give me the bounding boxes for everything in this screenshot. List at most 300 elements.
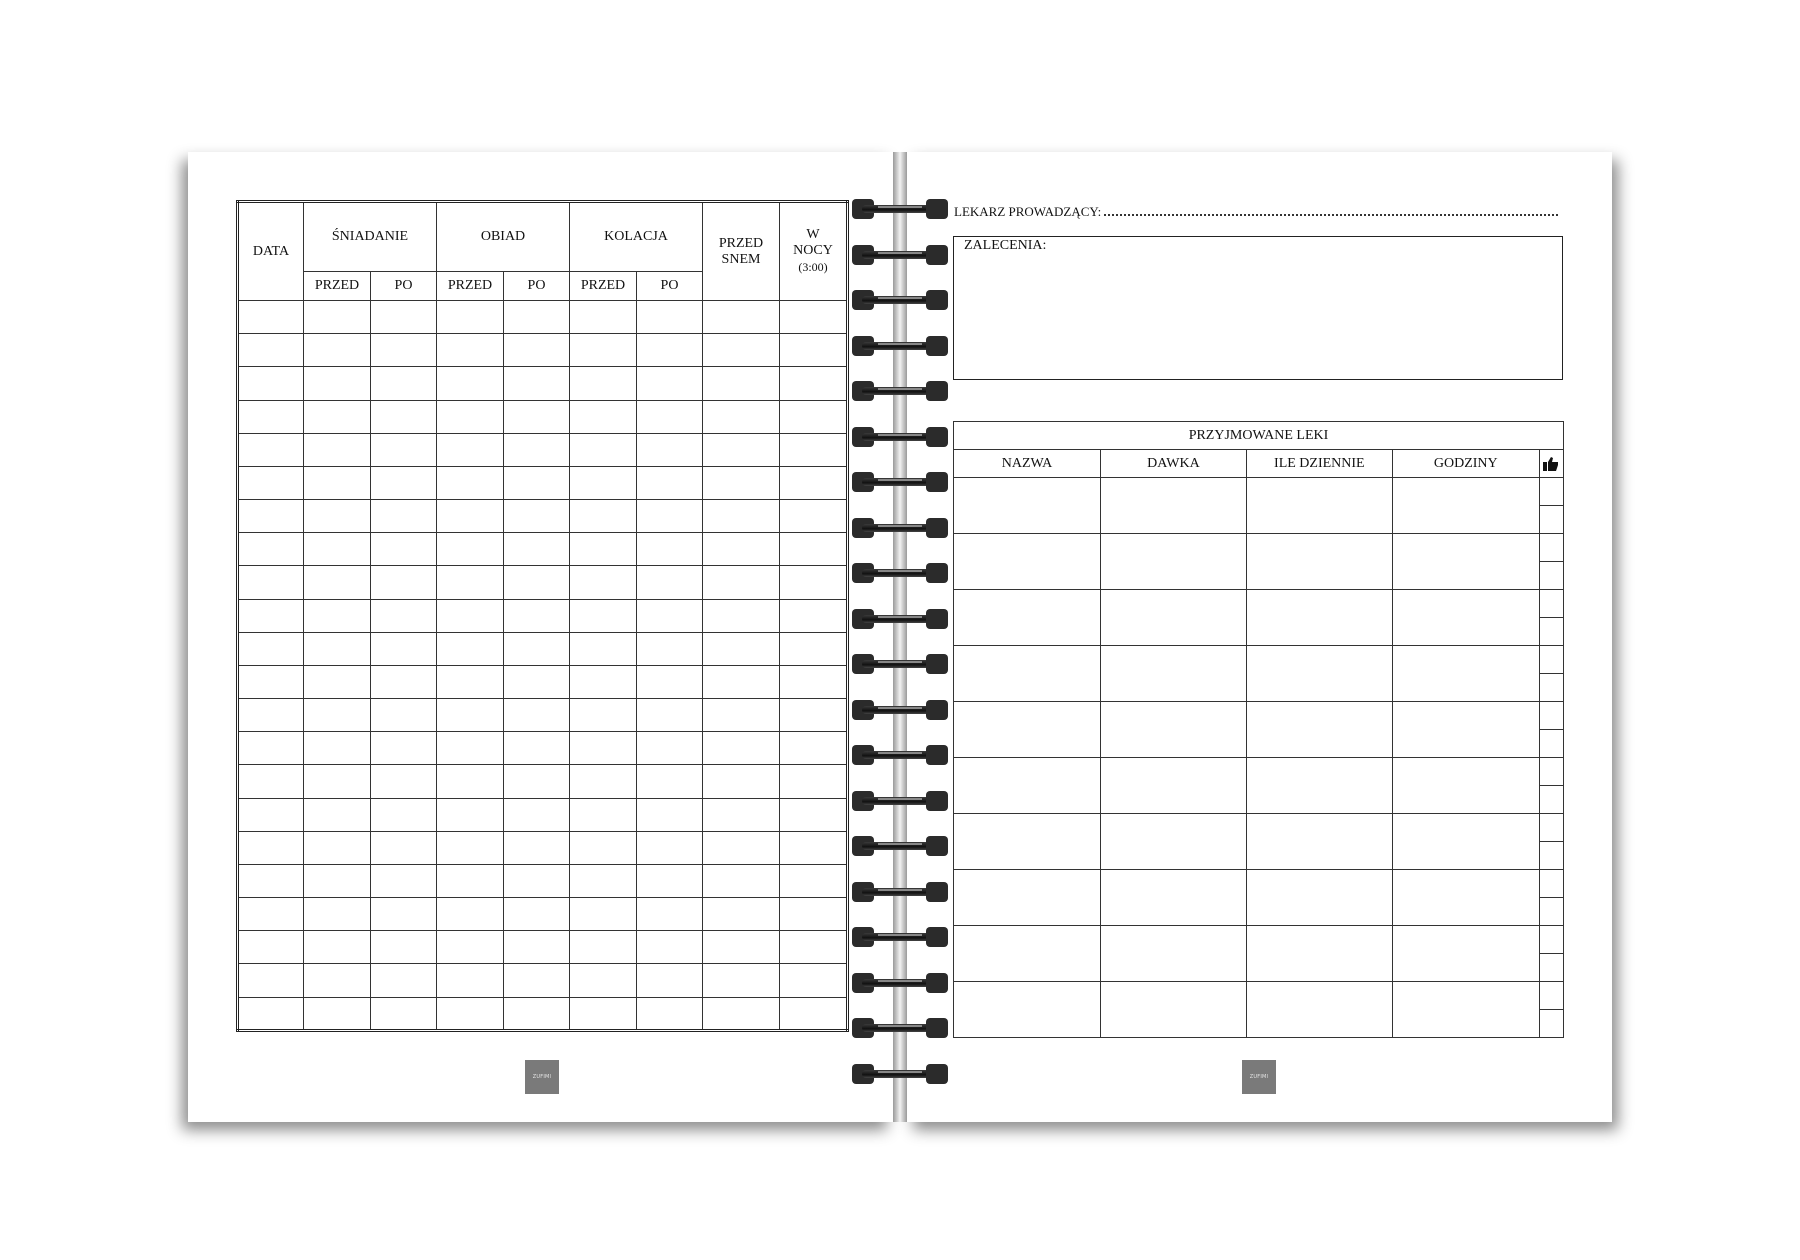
table-cell[interactable] [780, 699, 848, 732]
table-cell[interactable] [780, 665, 848, 698]
header-breakfast-before: PRZED [304, 272, 371, 301]
check-cell[interactable] [1539, 590, 1563, 618]
table-cell[interactable] [954, 814, 1101, 870]
table-cell[interactable] [238, 433, 304, 466]
table-cell[interactable] [703, 400, 780, 433]
spiral-ring-icon [852, 881, 948, 903]
table-cell[interactable] [1392, 646, 1539, 702]
recommendations-box[interactable] [953, 236, 1563, 380]
table-cell[interactable] [504, 500, 570, 533]
table-cell[interactable] [371, 831, 437, 864]
table-cell[interactable] [504, 599, 570, 632]
table-cell[interactable] [504, 765, 570, 798]
table-cell[interactable] [238, 798, 304, 831]
table-cell[interactable] [1246, 926, 1392, 982]
medications-table-title: PRZYJMOWANE LEKI [954, 422, 1564, 450]
table-cell[interactable] [437, 898, 504, 931]
table-cell[interactable] [780, 632, 848, 665]
table-cell[interactable] [954, 478, 1101, 534]
table-cell[interactable] [238, 566, 304, 599]
table-cell[interactable] [371, 400, 437, 433]
check-cell[interactable] [1539, 534, 1563, 562]
table-cell[interactable] [780, 798, 848, 831]
table-cell[interactable] [570, 765, 637, 798]
table-cell[interactable] [570, 997, 637, 1030]
header-at-night: W NOCY (3:00) [780, 202, 848, 301]
check-cell[interactable] [1539, 478, 1563, 506]
check-cell[interactable] [1539, 982, 1563, 1010]
table-cell[interactable] [954, 590, 1101, 646]
header-before-sleep: PRZED SNEM [703, 202, 780, 301]
table-cell[interactable] [570, 367, 637, 400]
table-cell[interactable] [703, 566, 780, 599]
table-cell[interactable] [238, 301, 304, 334]
table-cell[interactable] [780, 533, 848, 566]
spiral-ring-icon [852, 335, 948, 357]
table-cell[interactable] [1246, 590, 1392, 646]
table-cell[interactable] [504, 533, 570, 566]
table-row [238, 334, 848, 367]
table-cell[interactable] [504, 964, 570, 997]
table-cell[interactable] [504, 334, 570, 367]
table-cell[interactable] [371, 632, 437, 665]
table-cell[interactable] [437, 367, 504, 400]
table-cell[interactable] [570, 433, 637, 466]
table-cell[interactable] [304, 765, 371, 798]
table-row [238, 997, 848, 1030]
table-cell[interactable] [570, 831, 637, 864]
table-cell[interactable] [304, 732, 371, 765]
table-cell[interactable] [703, 632, 780, 665]
table-cell[interactable] [238, 765, 304, 798]
table-cell[interactable] [437, 732, 504, 765]
header-breakfast: ŚNIADANIE [304, 202, 437, 272]
table-cell[interactable] [437, 599, 504, 632]
table-cell[interactable] [437, 500, 504, 533]
table-cell[interactable] [637, 931, 703, 964]
table-cell[interactable] [304, 699, 371, 732]
table-row [954, 646, 1564, 674]
table-cell[interactable] [238, 599, 304, 632]
spiral-ring-icon [852, 426, 948, 448]
table-cell[interactable] [437, 964, 504, 997]
table-cell[interactable] [1246, 814, 1392, 870]
check-cell[interactable] [1539, 870, 1563, 898]
table-cell[interactable] [304, 997, 371, 1030]
table-cell[interactable] [238, 997, 304, 1030]
table-cell[interactable] [703, 301, 780, 334]
table-cell[interactable] [780, 964, 848, 997]
table-cell[interactable] [238, 334, 304, 367]
table-cell[interactable] [1392, 926, 1539, 982]
table-cell[interactable] [703, 665, 780, 698]
header-dinner: KOLACJA [570, 202, 703, 272]
table-cell[interactable] [437, 466, 504, 499]
table-cell[interactable] [780, 301, 848, 334]
table-cell[interactable] [1392, 702, 1539, 758]
table-cell[interactable] [570, 798, 637, 831]
spiral-ring-icon [852, 926, 948, 948]
table-cell[interactable] [1246, 870, 1392, 926]
table-cell[interactable] [304, 367, 371, 400]
table-cell[interactable] [371, 367, 437, 400]
table-cell[interactable] [371, 599, 437, 632]
check-cell[interactable] [1539, 562, 1563, 590]
table-cell[interactable] [504, 898, 570, 931]
table-cell[interactable] [1392, 478, 1539, 534]
table-cell[interactable] [238, 964, 304, 997]
table-cell[interactable] [954, 702, 1101, 758]
table-cell[interactable] [1246, 702, 1392, 758]
spiral-ring-icon [852, 1063, 948, 1085]
attending-doctor-field[interactable] [1104, 214, 1558, 216]
table-cell[interactable] [780, 334, 848, 367]
table-cell[interactable] [703, 433, 780, 466]
table-cell[interactable] [238, 400, 304, 433]
table-cell[interactable] [371, 765, 437, 798]
table-cell[interactable] [504, 699, 570, 732]
table-cell[interactable] [437, 533, 504, 566]
table-cell[interactable] [637, 964, 703, 997]
table-cell[interactable] [238, 864, 304, 897]
table-cell[interactable] [703, 367, 780, 400]
table-cell[interactable] [703, 466, 780, 499]
table-cell[interactable] [570, 732, 637, 765]
check-cell[interactable] [1539, 898, 1563, 926]
table-cell[interactable] [637, 367, 703, 400]
check-cell[interactable] [1539, 1010, 1563, 1038]
table-cell[interactable] [437, 798, 504, 831]
table-cell[interactable] [371, 864, 437, 897]
table-row [238, 831, 848, 864]
table-cell[interactable] [371, 500, 437, 533]
table-cell[interactable] [371, 898, 437, 931]
table-row [238, 798, 848, 831]
table-cell[interactable] [780, 500, 848, 533]
table-cell[interactable] [304, 864, 371, 897]
table-cell[interactable] [238, 831, 304, 864]
table-cell[interactable] [637, 732, 703, 765]
table-cell[interactable] [238, 500, 304, 533]
attending-doctor-line [954, 198, 1558, 220]
table-cell[interactable] [703, 997, 780, 1030]
table-cell[interactable] [1246, 646, 1392, 702]
table-cell[interactable] [1246, 534, 1392, 590]
col-name: NAZWA [954, 450, 1101, 478]
table-row [954, 814, 1564, 842]
table-cell[interactable] [304, 301, 371, 334]
table-cell[interactable] [1101, 758, 1247, 814]
table-cell[interactable] [637, 466, 703, 499]
check-cell[interactable] [1539, 702, 1563, 730]
table-cell[interactable] [437, 665, 504, 698]
table-cell[interactable] [304, 931, 371, 964]
table-cell[interactable] [238, 732, 304, 765]
attending-doctor-label: LEKARZ PROWADZĄCY: [954, 204, 1102, 219]
table-cell[interactable] [637, 699, 703, 732]
table-cell[interactable] [437, 931, 504, 964]
table-cell[interactable] [238, 533, 304, 566]
table-cell[interactable] [1101, 590, 1247, 646]
table-cell[interactable] [304, 798, 371, 831]
table-row [954, 478, 1564, 506]
table-row [954, 702, 1564, 730]
table-cell[interactable] [238, 898, 304, 931]
table-row [238, 566, 848, 599]
table-cell[interactable] [504, 632, 570, 665]
table-cell[interactable] [504, 566, 570, 599]
table-cell[interactable] [304, 898, 371, 931]
table-row [238, 964, 848, 997]
table-cell[interactable] [1392, 870, 1539, 926]
table-cell[interactable] [780, 898, 848, 931]
table-cell[interactable] [637, 599, 703, 632]
table-cell[interactable] [703, 964, 780, 997]
table-cell[interactable] [238, 367, 304, 400]
table-cell[interactable] [637, 831, 703, 864]
table-cell[interactable] [780, 367, 848, 400]
table-cell[interactable] [1101, 534, 1247, 590]
table-cell[interactable] [570, 400, 637, 433]
table-cell[interactable] [504, 466, 570, 499]
check-cell[interactable] [1539, 814, 1563, 842]
table-cell[interactable] [304, 533, 371, 566]
table-row [238, 301, 848, 334]
check-cell[interactable] [1539, 954, 1563, 982]
table-cell[interactable] [304, 831, 371, 864]
table-cell[interactable] [954, 982, 1101, 1038]
check-cell[interactable] [1539, 842, 1563, 870]
table-cell[interactable] [703, 500, 780, 533]
table-cell[interactable] [780, 400, 848, 433]
table-cell[interactable] [238, 665, 304, 698]
table-row [238, 665, 848, 698]
table-cell[interactable] [570, 566, 637, 599]
table-cell[interactable] [780, 931, 848, 964]
table-cell[interactable] [780, 433, 848, 466]
header-lunch-after: PO [504, 272, 570, 301]
table-cell[interactable] [570, 864, 637, 897]
table-cell[interactable] [703, 765, 780, 798]
table-cell[interactable] [504, 831, 570, 864]
table-cell[interactable] [437, 433, 504, 466]
table-cell[interactable] [437, 831, 504, 864]
table-cell[interactable] [637, 566, 703, 599]
table-cell[interactable] [1246, 982, 1392, 1038]
table-cell[interactable] [371, 533, 437, 566]
table-cell[interactable] [570, 898, 637, 931]
table-cell[interactable] [504, 301, 570, 334]
col-dose: DAWKA [1101, 450, 1247, 478]
table-cell[interactable] [304, 334, 371, 367]
table-cell[interactable] [637, 864, 703, 897]
table-cell[interactable] [238, 632, 304, 665]
table-cell[interactable] [371, 334, 437, 367]
table-cell[interactable] [637, 798, 703, 831]
table-cell[interactable] [637, 632, 703, 665]
table-cell[interactable] [504, 665, 570, 698]
table-cell[interactable] [304, 599, 371, 632]
table-cell[interactable] [504, 433, 570, 466]
table-cell[interactable] [780, 765, 848, 798]
table-cell[interactable] [304, 466, 371, 499]
thumbs-up-icon [1543, 457, 1559, 471]
table-cell[interactable] [1392, 814, 1539, 870]
table-cell[interactable] [371, 997, 437, 1030]
table-cell[interactable] [437, 864, 504, 897]
table-cell[interactable] [570, 301, 637, 334]
check-cell[interactable] [1539, 646, 1563, 674]
table-cell[interactable] [703, 798, 780, 831]
table-cell[interactable] [371, 931, 437, 964]
table-cell[interactable] [954, 646, 1101, 702]
table-cell[interactable] [1101, 702, 1247, 758]
table-cell[interactable] [780, 566, 848, 599]
table-row [954, 870, 1564, 898]
check-cell[interactable] [1539, 786, 1563, 814]
table-cell[interactable] [1392, 982, 1539, 1038]
table-cell[interactable] [570, 500, 637, 533]
table-cell[interactable] [1101, 870, 1247, 926]
table-cell[interactable] [570, 599, 637, 632]
table-cell[interactable] [1101, 646, 1247, 702]
table-cell[interactable] [504, 400, 570, 433]
table-cell[interactable] [371, 466, 437, 499]
table-cell[interactable] [371, 732, 437, 765]
table-cell[interactable] [1392, 758, 1539, 814]
table-cell[interactable] [437, 699, 504, 732]
table-cell[interactable] [703, 898, 780, 931]
check-cell[interactable] [1539, 674, 1563, 702]
table-cell[interactable] [780, 599, 848, 632]
table-cell[interactable] [703, 931, 780, 964]
table-cell[interactable] [437, 765, 504, 798]
table-cell[interactable] [437, 566, 504, 599]
table-cell[interactable] [304, 433, 371, 466]
table-cell[interactable] [637, 997, 703, 1030]
table-cell[interactable] [703, 599, 780, 632]
table-cell[interactable] [570, 334, 637, 367]
table-cell[interactable] [570, 665, 637, 698]
table-cell[interactable] [504, 367, 570, 400]
table-cell[interactable] [371, 699, 437, 732]
table-cell[interactable] [238, 466, 304, 499]
table-cell[interactable] [637, 500, 703, 533]
check-cell[interactable] [1539, 618, 1563, 646]
table-cell[interactable] [780, 466, 848, 499]
check-cell[interactable] [1539, 926, 1563, 954]
table-cell[interactable] [954, 758, 1101, 814]
table-cell[interactable] [304, 964, 371, 997]
table-cell[interactable] [954, 534, 1101, 590]
table-cell[interactable] [637, 301, 703, 334]
table-cell[interactable] [371, 665, 437, 698]
table-cell[interactable] [1246, 478, 1392, 534]
table-cell[interactable] [570, 699, 637, 732]
table-cell[interactable] [304, 566, 371, 599]
table-cell[interactable] [504, 931, 570, 964]
table-cell[interactable] [1101, 478, 1247, 534]
table-cell[interactable] [954, 870, 1101, 926]
table-cell[interactable] [371, 566, 437, 599]
table-cell[interactable] [570, 964, 637, 997]
table-cell[interactable] [1392, 590, 1539, 646]
table-cell[interactable] [371, 798, 437, 831]
glucose-log-body [238, 301, 848, 1031]
col-times-daily: ILE DZIENNIE [1246, 450, 1392, 478]
table-cell[interactable] [304, 632, 371, 665]
table-cell[interactable] [371, 301, 437, 334]
header-lunch-before: PRZED [437, 272, 504, 301]
table-cell[interactable] [954, 926, 1101, 982]
table-cell[interactable] [1392, 534, 1539, 590]
table-cell[interactable] [304, 400, 371, 433]
table-cell[interactable] [570, 931, 637, 964]
check-cell[interactable] [1539, 758, 1563, 786]
table-cell[interactable] [1101, 982, 1247, 1038]
table-cell[interactable] [637, 898, 703, 931]
table-cell[interactable] [238, 699, 304, 732]
table-cell[interactable] [238, 931, 304, 964]
table-cell[interactable] [703, 732, 780, 765]
table-cell[interactable] [703, 699, 780, 732]
table-row [238, 699, 848, 732]
table-cell[interactable] [780, 831, 848, 864]
check-cell[interactable] [1539, 730, 1563, 758]
table-cell[interactable] [637, 533, 703, 566]
table-cell[interactable] [437, 334, 504, 367]
spiral-ring-icon [852, 699, 948, 721]
table-cell[interactable] [437, 301, 504, 334]
spiral-ring-icon [852, 244, 948, 266]
table-cell[interactable] [570, 466, 637, 499]
table-cell[interactable] [504, 864, 570, 897]
table-cell[interactable] [637, 400, 703, 433]
table-cell[interactable] [504, 798, 570, 831]
header-dinner-before: PRZED [570, 272, 637, 301]
brand-logo-right: ZUFIMI [1242, 1060, 1276, 1094]
table-cell[interactable] [304, 500, 371, 533]
table-cell[interactable] [637, 433, 703, 466]
table-cell[interactable] [1101, 814, 1247, 870]
table-row [238, 732, 848, 765]
table-cell[interactable] [437, 400, 504, 433]
table-cell[interactable] [570, 533, 637, 566]
table-cell[interactable] [437, 997, 504, 1030]
table-cell[interactable] [703, 831, 780, 864]
table-cell[interactable] [703, 864, 780, 897]
table-cell[interactable] [637, 765, 703, 798]
table-cell[interactable] [570, 632, 637, 665]
table-cell[interactable] [504, 732, 570, 765]
check-cell[interactable] [1539, 506, 1563, 534]
table-cell[interactable] [780, 732, 848, 765]
table-cell[interactable] [703, 533, 780, 566]
table-cell[interactable] [637, 665, 703, 698]
table-cell[interactable] [371, 433, 437, 466]
table-cell[interactable] [1101, 926, 1247, 982]
table-cell[interactable] [437, 632, 504, 665]
table-cell[interactable] [780, 997, 848, 1030]
table-cell[interactable] [703, 334, 780, 367]
table-cell[interactable] [637, 334, 703, 367]
table-cell[interactable] [504, 997, 570, 1030]
spiral-ring-icon [852, 744, 948, 766]
table-cell[interactable] [304, 665, 371, 698]
table-cell[interactable] [780, 864, 848, 897]
table-cell[interactable] [371, 964, 437, 997]
table-cell[interactable] [1246, 758, 1392, 814]
